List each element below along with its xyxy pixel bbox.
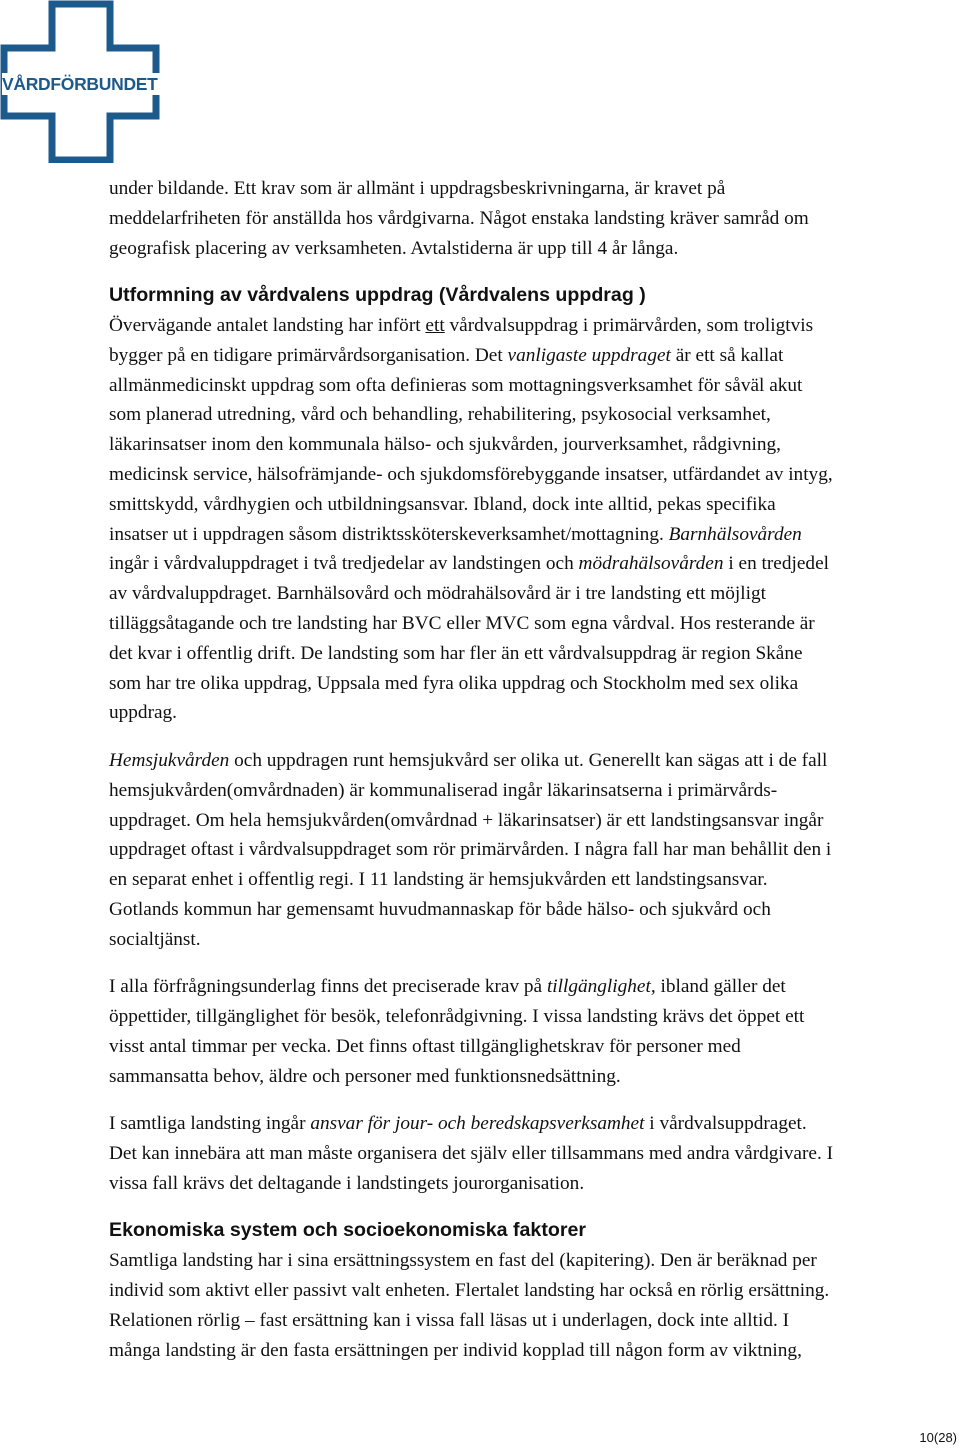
text-line: många landsting är den fasta ersättningen per individ kopplad till någon form av viktning, xyxy=(109,1339,802,1361)
text-line: öppettider, tillgänglighet för besök, telefonrådgivning. I vissa landsting krävs det öppet ett xyxy=(109,1006,805,1028)
text-line: under bildande. Ett krav som är allmänt i uppdragsbeskrivningarna, är kravet på xyxy=(109,178,726,199)
text-line: Gotlands kommun har gemensamt huvudmannaskap för både hälso- och sjukvård och xyxy=(109,898,771,920)
text-line: Hemsjukvården och uppdragen runt hemsjukvård ser olika ut. Generellt kan sägas att i de fall xyxy=(109,749,828,771)
text-line: vissa fall krävs det deltagande i landstingets jourorganisation. xyxy=(109,1172,585,1194)
section-heading-vardvalens-uppdrag: Utformning av vårdvalens uppdrag (Vårdvalens uppdrag ) xyxy=(109,284,646,307)
text-line: smittskydd, vårdhygien och utbildningsansvar. Ibland, dock inte alltid, pekas specifika xyxy=(109,493,776,515)
text-line: hemsjukvården(omvårdnaden) är kommunaliserad ingår läkarinsatserna i primärvårds- xyxy=(109,779,778,801)
text-line: ingår i vårdvaluppdraget i två tredjedelar av landstingen och mödrahälsovården i en tredjedel xyxy=(109,553,829,575)
document-body xyxy=(109,174,959,1365)
text-line: individ som aktivt eller passivt valt enheten. Flertalet landsting har också en rörlig ersättning. xyxy=(109,1280,830,1302)
text-line: sammansatta behov, äldre och personer med funktionsnedsättning. xyxy=(109,1065,621,1087)
text-line: av vårdvaluppdraget. Barnhälsovård och mödrahälsovård är i tre landsting ett möjligt xyxy=(109,583,766,605)
text-line: uppdrag. xyxy=(109,702,178,724)
text-line: läkarinsatser inom den kommunala hälso- och sjukvården, jourverksamhet, rådgivning, xyxy=(109,434,781,456)
section-heading-ekonomiska-system: Ekonomiska system och socioekonomiska faktorer xyxy=(109,1219,586,1242)
text-line: bygger på en tidigare primärvårdsorganisation. Det vanligaste uppdraget är ett så kallat xyxy=(109,344,784,366)
text-line: socialtjänst. xyxy=(109,928,201,950)
text-line: Relationen rörlig – fast ersättning kan i vissa fall läsas ut i underlagen, dock inte alltid. I xyxy=(109,1309,790,1331)
text-line: uppdraget. Om hela hemsjukvården(omvårdnad + läkarinsatser) är ett landstingsansvar ingår xyxy=(109,809,824,831)
text-line: meddelarfriheten för anställda hos vårdgivarna. Något enstaka landsting kräver samråd om xyxy=(109,207,809,229)
vardforbundet-logo xyxy=(0,0,162,163)
text-line: I samtliga landsting ingår ansvar för jour- och beredskapsverksamhet i vårdvalsuppdraget. xyxy=(109,1113,807,1135)
text-line: geografisk placering av verksamheten. Avtalstiderna är upp till 4 år långa. xyxy=(109,237,679,259)
text-line: medicinsk service, hälsofrämjande- och sjukdomsförebyggande insatser, utfärdandet av intyg, xyxy=(109,463,833,485)
text-line: insatser ut i uppdragen såsom distriktssköterskeverksamhet/mottagning. Barnhälsovården xyxy=(109,523,802,545)
text-line: Övervägande antalet landsting har infört ett vårdvalsuppdrag i primärvården, som troligtvis xyxy=(109,314,814,336)
paragraph-2 xyxy=(109,311,959,728)
page-number: 10(28) xyxy=(919,1430,957,1445)
paragraph-5 xyxy=(109,1109,959,1198)
paragraph-1 xyxy=(109,174,959,263)
text-line: som planerad utredning, vård och behandling, rehabilitering, psykosocial verksamhet, xyxy=(109,404,771,426)
text-line: allmänmedicinskt uppdrag som ofta definieras som mottagningsverksamhet för såväl akut xyxy=(109,374,803,396)
text-line: det kvar i offentlig drift. De landsting som har fler än ett vårdvalsuppdrag är region Skåne xyxy=(109,642,803,664)
text-line: Samtliga landsting har i sina ersättningssystem en fast del (kapitering). Den är beräknad per xyxy=(109,1250,817,1272)
text-line: uppdraget oftast i vårdvalsuppdraget som rör primärvården. I några fall har man behållit den i xyxy=(109,839,832,861)
paragraph-3 xyxy=(109,746,959,955)
text-line: Det kan innebära att man måste organisera det själv eller tillsammans med andra vårdgivare. I xyxy=(109,1143,834,1165)
paragraph-4 xyxy=(109,972,959,1091)
text-line: som har tre olika uppdrag, Uppsala med fyra olika uppdrag och Stockholm med sex olika xyxy=(109,672,799,694)
paragraph-6 xyxy=(109,1246,959,1365)
text-line: tilläggsåtagande och tre landsting har BVC eller MVC som egna vårdval. Hos resterande är xyxy=(109,612,815,634)
text-line: en separat enhet i offentlig regi. I 11 landsting är hemsjukvården ett landstingsansvar. xyxy=(109,869,768,891)
logo-text: VÅRDFÖRBUNDET xyxy=(2,73,162,95)
text-line: visst antal timmar per vecka. Det finns oftast tillgänglighetskrav för personer med xyxy=(109,1035,741,1057)
text-line: I alla förfrågningsunderlag finns det preciserade krav på tillgänglighet, ibland gäller det xyxy=(109,976,786,998)
